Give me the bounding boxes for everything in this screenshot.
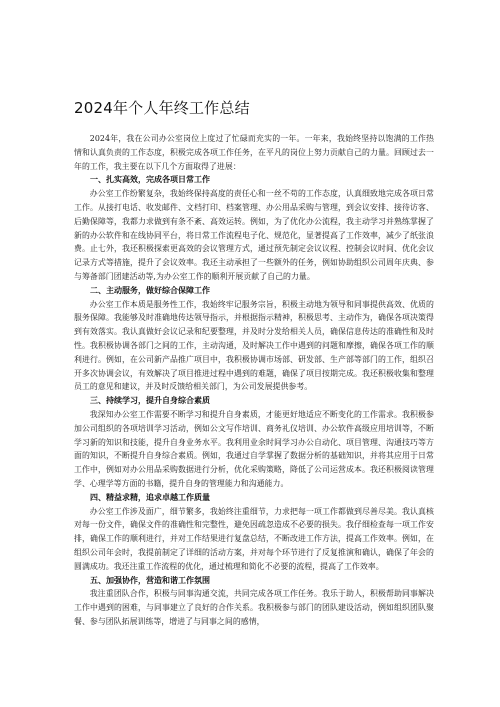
section-body-5: 我注重团队合作，积极与同事沟通交流，共同完成各项工作任务。我乐于助人，积极帮助同事解决工作中遇到的困难，与同事建立了良好的合作关系。我积极参与部门的团队建设活动，例如组织团队聚餐、参与团队拓展训练等，增进了与同事之间的感情， <box>74 589 434 626</box>
section-heading-4: 四、精益求精，追求卓越工作质量 <box>90 492 210 502</box>
section-body-1: 办公室工作纷繁复杂，我始终保持高度的责任心和一丝不苟的工作态度，认真细致地完成各项日常工作。从接打电话、收发邮件、文档打印、档案管理、办公用品采购与管理，到会议安排、接待访客、后勤保障等，我都力求做到有条不紊、高效运转。例如，为了优化办公流程，我主动学习并熟练掌握了新的办公软件和在线协同平台，将日常工作流程电子化、规范化，显著提高了工作效率，减少了纸张浪费。止七外，我还积极探索更高效的会议管理方式，通过预先制定会议议程、控制会议时间、优化会议记录方式等措施，提升了会议效率。我还主动承担了一些额外的任务，例如协助组织公司周年庆典、参与筹备部门团建活动等,为办公室工作的顺利开展贡献了自己的力量。 <box>74 189 434 281</box>
section-body-2: 办公室工作本质是服务性工作，我始终牢记服务宗旨，积极主动地为领导和同事提供高效、优质的服务保障。我能够及时准确地传达领导指示，并根据指示精神，积极思考、主动作为，确保各项决策得到有效落实。我认真做好会议记录和纪要整理，并及时分发给相关人员，确保信息传达的准确性和及时性。我积极协调各部门之间的工作，主动沟通，及时解决工作中遇到的问题和摩擦，确保各项工作的顺利进行。例如，在公司新产品推广项目中，我积极协调市场部、研发部、生产部等部门的工作，组织召开多次协调会议，有效解决了项目推进过程中遇到的难题，确保了项目按期完成。我还积极收集和整理员工的意见和建议，并及时反馈给相关部门，为公司发展提供参考。 <box>74 299 434 392</box>
section-heading-2: 二、主动服务，做好综合保障工作 <box>90 285 210 295</box>
section-heading-3: 三、持续学习，提升自身综合素质 <box>90 396 210 406</box>
intro-paragraph: 2024年，我在公司办公室岗位上度过了忙碌而充实的一年。一年来，我始终坚持以饱满的工作热情和认真负责的工作态度，积极完成各项工作任务，在平凡的岗位上努力贡献自己的力量。回顾过去一年的工作，我主要在以下几个方面取得了进展： <box>74 134 434 171</box>
section-body-3: 我深知办公室工作需要不断学习和提升自身素质，才能更好地适应不断变化的工作需求。我积极参加公司组织的各项培训学习活动，例如公文写作培训、商务礼仪培训、办公软件高级应用培训等，不断学习新的知识和技能，提升自身业务水平。我利用业余时间学习办公自动化、项目管理、沟通技巧等方面的知识，不断提升自身综合素质。例如，我通过自学掌握了数据分析的基础知识，并将其应用于日常工作中，例如对办公用品采购数据进行分析，优化采购策略，降低了公司运营成本。我还积极阅读管理学、心理学等方面的书籍，提升自身的管理能力和沟通能力。 <box>74 409 434 488</box>
section-heading-5: 五、加强协作，营造和谐工作氛围 <box>90 575 210 585</box>
section-body-4: 办公室工作涉及面广，细节繁多，我始终注重细节，力求把每一项工作都做到尽善尽美。我认真核对每一份文件，确保文件的准确性和完整性，避免因疏忽造成不必要的损失。我仔细检查每一项工作安排，确保工作的顺利进行，并对工作结果进行复盘总结，不断改进工作方法，提高工作效率。例如，在组织公司年会时，我提前制定了详细的活动方案，并对每个环节进行了反复推演和确认，确保了年会的圆满成功。我还注重工作流程的优化，通过梳理和简化不必要的流程，提高了工作效率。 <box>74 506 434 571</box>
document-title: 2024年个人年终工作总结 <box>74 99 250 117</box>
section-heading-1: 一、扎实高效，完成各项日常工作 <box>90 175 210 185</box>
